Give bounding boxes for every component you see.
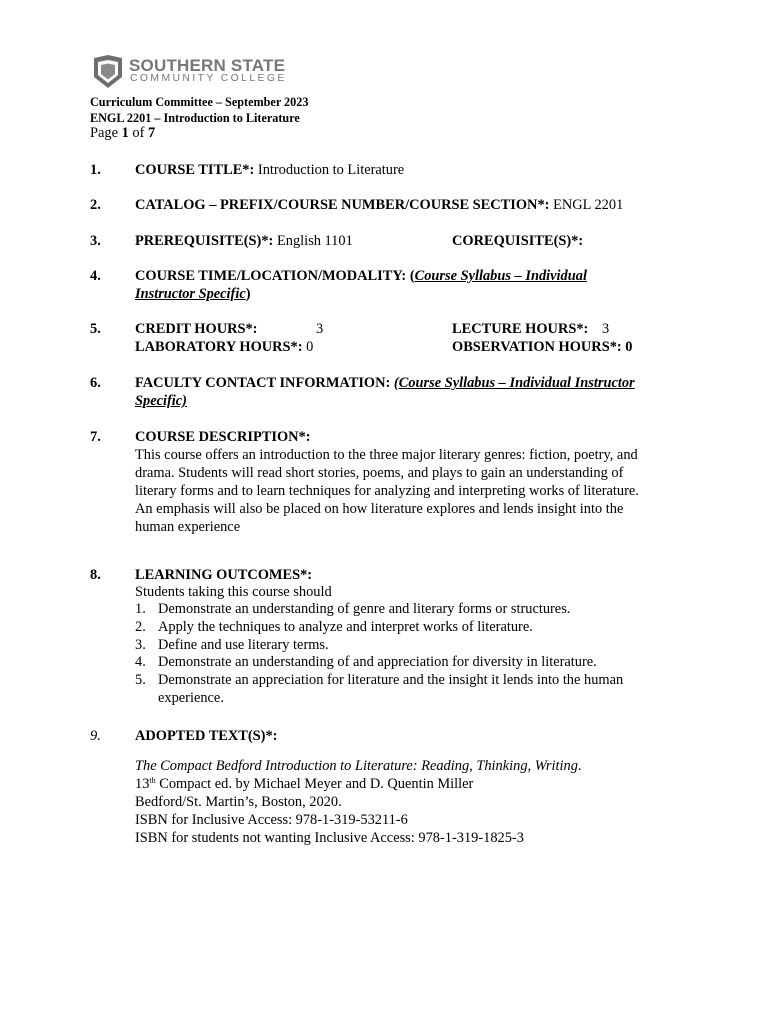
list-item — [135, 619, 670, 637]
section-number: 1. — [90, 162, 101, 178]
learning-outcomes-label: LEARNING OUTCOMES*: — [135, 567, 313, 583]
learning-outcomes-intro: Students taking this course should — [135, 584, 332, 600]
syllabus-link[interactable]: Course Syllabus – Individual — [414, 268, 587, 284]
section-number: 2. — [90, 197, 101, 213]
section-number: 3. — [90, 233, 101, 249]
paren-open: ( — [409, 268, 415, 284]
book-title: The Compact Bedford Introduction to Literature: Reading, Thinking, Writing — [135, 758, 578, 774]
list-item-number: 2. — [135, 618, 146, 635]
list-item — [135, 637, 670, 655]
course-title-value: Introduction to Literature — [257, 162, 405, 178]
learning-outcomes-list — [135, 601, 670, 708]
logo-subtitle: COMMUNITY COLLEGE — [130, 73, 287, 84]
committee-line: Curriculum Committee – September 2023 — [90, 95, 309, 109]
modality-label: COURSE TIME/LOCATION/MODALITY: — [135, 268, 407, 284]
section-number: 6. — [90, 375, 101, 391]
lecture-hours-label: LECTURE HOURS*: — [452, 321, 589, 337]
list-item-number: 1. — [135, 601, 146, 617]
catalog-row — [135, 197, 623, 214]
syllabus-link-cont[interactable]: Instructor Specific — [135, 286, 246, 302]
page-indicator — [90, 125, 155, 142]
logo-name: SOUTHERN STATE — [129, 56, 286, 75]
section-number: 7. — [90, 429, 101, 445]
edition-authors: Compact ed. by Michael Meyer and D. Quentin Miller — [155, 776, 474, 792]
publisher-line: Bedford/St. Martin’s, Boston, 2020. — [135, 794, 342, 810]
modality-row — [135, 268, 587, 285]
page-current: 1 — [121, 125, 129, 141]
section-number: 5. — [90, 321, 101, 337]
page-prefix: Page — [90, 125, 118, 141]
list-item-text: Apply the techniques to analyze and interpret works of literature. — [158, 618, 533, 635]
lab-hours-value: 0 — [306, 339, 314, 355]
edition-suffix: th — [149, 776, 156, 785]
book-title-end: . — [577, 758, 582, 774]
book-title-line — [135, 758, 582, 775]
shield-icon — [92, 55, 124, 89]
section-number: 8. — [90, 567, 101, 583]
lab-hours-label: LABORATORY HOURS*: — [135, 339, 303, 355]
page-total: 7 — [148, 125, 156, 141]
catalog-value: ENGL 2201 — [553, 197, 624, 213]
credit-hours-label: CREDIT HOURS*: — [135, 321, 258, 337]
prerequisite-row — [135, 233, 353, 250]
section-number: 4. — [90, 268, 101, 284]
corequisite-label: COREQUISITE(S)*: — [452, 233, 584, 249]
observation-hours-label: OBSERVATION HOURS*: 0 — [452, 339, 633, 355]
course-line: ENGL 2201 – Introduction to Literature — [90, 111, 300, 125]
faculty-contact-row — [135, 375, 635, 392]
list-item-text: Define and use literary terms. — [158, 636, 329, 653]
list-item — [135, 672, 670, 708]
faculty-syllabus-link-cont[interactable]: Specific) — [135, 393, 187, 409]
lab-hours-row — [135, 339, 313, 356]
page-of: of — [132, 125, 145, 141]
section-number: 9. — [90, 728, 101, 744]
list-item — [135, 601, 670, 619]
faculty-contact-label: FACULTY CONTACT INFORMATION: — [135, 375, 391, 391]
list-item-number: 5. — [135, 672, 146, 689]
description-line: human experience — [135, 519, 241, 535]
list-item-number: 3. — [135, 636, 146, 653]
prerequisite-label: PREREQUISITE(S)*: — [135, 233, 274, 249]
lecture-hours-value: 3 — [602, 321, 610, 337]
adopted-texts-label: ADOPTED TEXT(S)*: — [135, 728, 278, 744]
course-description-label: COURSE DESCRIPTION*: — [135, 429, 311, 445]
isbn-standard: ISBN for students not wanting Inclusive Access: 978-1-319-1825-3 — [135, 830, 524, 846]
course-title-label: COURSE TITLE*: — [135, 162, 255, 178]
list-item-text: Demonstrate an understanding of genre and literary forms or structures. — [158, 601, 571, 617]
catalog-label: CATALOG – PREFIX/COURSE NUMBER/COURSE SECTION*: — [135, 197, 550, 213]
course-title-row — [135, 162, 404, 179]
description-line: An emphasis will also be placed on how literature explores and lends insight into the — [135, 501, 624, 517]
paren-close: ) — [245, 286, 251, 302]
modality-row-cont — [135, 286, 251, 303]
isbn-inclusive: ISBN for Inclusive Access: 978-1-319-53211-6 — [135, 812, 408, 828]
description-line: drama. Students will read short stories, poems, and plays to gain an understanding of — [135, 465, 624, 481]
list-item-text: Demonstrate an understanding of and appreciation for diversity in literature. — [158, 654, 597, 671]
course-description — [135, 446, 670, 536]
faculty-syllabus-link[interactable]: (Course Syllabus – Individual Instructor — [393, 375, 635, 391]
list-item-text: Demonstrate an appreciation for literature and the insight it lends into the human experience. — [158, 672, 624, 706]
list-item — [135, 654, 670, 672]
prerequisite-value: English 1101 — [276, 233, 353, 249]
description-line: literary forms and to learn techniques for analyzing and interpreting works of literature. — [135, 483, 639, 499]
description-line: This course offers an introduction to the three major literary genres: fiction, poetry, and — [135, 447, 638, 463]
edition-number: 13 — [135, 776, 150, 792]
edition-line — [135, 776, 473, 793]
credit-hours-value: 3 — [316, 321, 324, 337]
faculty-contact-row-cont — [135, 393, 187, 410]
list-item-number: 4. — [135, 654, 146, 671]
